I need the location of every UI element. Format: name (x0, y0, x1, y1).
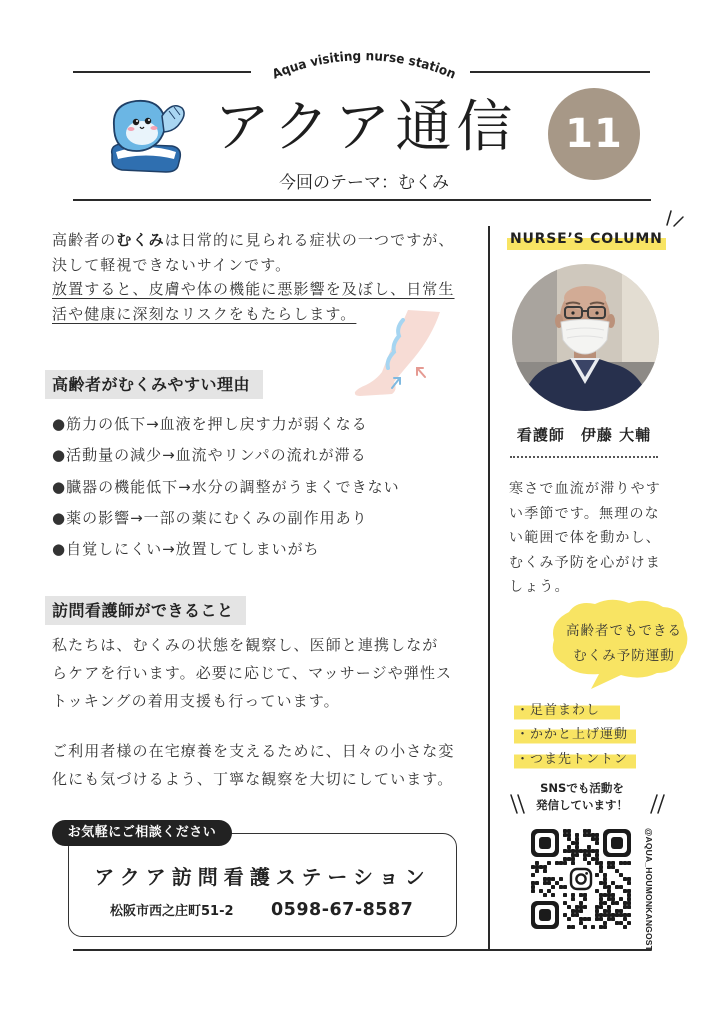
qr-module (603, 885, 607, 889)
sns-handle: @AQUA_HOUMONKANGOST (644, 828, 654, 952)
qr-module (591, 925, 595, 929)
qr-module (619, 909, 623, 913)
qr-module (595, 913, 599, 917)
qr-module (603, 925, 607, 929)
qr-module (615, 869, 619, 873)
qr-module (543, 877, 547, 881)
list-item: ●臓器の機能低下→水分の調整がうまくできない (52, 477, 400, 496)
qr-module (627, 889, 631, 893)
qr-module (599, 897, 603, 901)
qr-module (583, 857, 587, 861)
nurse-photo (512, 264, 659, 411)
qr-module (595, 849, 599, 853)
qr-module (599, 865, 603, 869)
column-line: しょう。 (509, 579, 570, 595)
station-phone: 0598-67-8587 (271, 900, 414, 920)
qr-module (627, 861, 631, 865)
qr-module (599, 861, 603, 865)
exercise-item: ・かかと上げ運動 (514, 725, 636, 745)
slash-marks-icon (648, 792, 668, 816)
qr-module (623, 901, 627, 905)
qr-module (563, 857, 567, 861)
exercise-item: ・つま先トントン (514, 750, 636, 770)
column-author: 看護師 伊藤 大輔 (516, 426, 652, 444)
qr-module (611, 893, 615, 897)
qr-module (547, 889, 551, 893)
qr-module (571, 857, 575, 861)
qr-module (583, 849, 587, 853)
qr-module (539, 889, 543, 893)
qr-module (531, 881, 535, 885)
swollen-leg-illustration (352, 306, 444, 402)
qr-module (619, 921, 623, 925)
qr-module (579, 909, 583, 913)
qr-module (603, 881, 607, 885)
qr-module (615, 913, 619, 917)
qr-module (571, 849, 575, 853)
qr-module (535, 861, 539, 865)
intro-line-1 (52, 228, 455, 253)
qr-module (599, 917, 603, 921)
qr-module (543, 869, 547, 873)
qr-module (607, 889, 611, 893)
qr-module (611, 861, 615, 865)
emphasis-marks-icon (662, 205, 688, 229)
qr-module (595, 853, 599, 857)
qr-module (615, 885, 619, 889)
qr-module (595, 861, 599, 865)
column-line: むくみ予防を心がけま (509, 554, 661, 571)
qr-module (567, 829, 571, 833)
station-address: 松阪市西之庄町51-2 (110, 904, 234, 919)
qr-module (583, 925, 587, 929)
qr-module (539, 865, 543, 869)
qr-module (623, 877, 627, 881)
qr-module (551, 893, 555, 897)
intro-line-2: 決して軽視できないサインです。 (52, 255, 292, 274)
qr-module (615, 901, 619, 905)
qr-module (611, 897, 615, 901)
qr-module (627, 877, 631, 881)
tagline-text (270, 49, 457, 82)
qr-module (611, 901, 615, 905)
qr-module (591, 857, 595, 861)
qr-module (599, 905, 603, 909)
qr-module (551, 877, 555, 881)
qr-module (563, 901, 567, 905)
qr-module (567, 833, 571, 837)
qr-module (555, 861, 559, 865)
qr-module (587, 833, 591, 837)
exercise-item: ・足首まわし (514, 701, 620, 721)
tagline-arc (250, 0, 474, 100)
qr-module (543, 881, 547, 885)
qr-module (567, 917, 571, 921)
issue-number-badge: 11 (548, 88, 640, 180)
list-item: ●薬の影響→一部の薬にむくみの副作用あり (52, 508, 368, 527)
qr-module (607, 909, 611, 913)
qr-module (559, 885, 563, 889)
qr-module (595, 905, 599, 909)
mascot-body (114, 101, 165, 151)
qr-module (575, 833, 579, 837)
qr-module (575, 909, 579, 913)
qr-module (603, 873, 607, 877)
dotted-divider (510, 456, 658, 458)
qr-module (579, 893, 583, 897)
qr-module (531, 865, 535, 869)
qr-module (623, 913, 627, 917)
qr-module (563, 849, 567, 853)
header-rule-right (470, 71, 650, 73)
qr-module (595, 889, 599, 893)
qr-module (575, 905, 579, 909)
qr-module (599, 925, 603, 929)
reasons-list (52, 409, 400, 565)
paragraph-line: らケアを行います。必要に応じて、マッサージや弾性ス (52, 664, 453, 682)
intro-line-1-end: は日常的に見られる症状の一つですが、 (164, 231, 455, 249)
qr-module (531, 889, 535, 893)
station-name: アクア訪問看護ステーション (94, 865, 431, 889)
column-line: い季節です。無理のな (509, 505, 660, 522)
qr-module (595, 833, 599, 837)
qr-module (607, 885, 611, 889)
exercise-bubble-text (552, 619, 696, 669)
qr-module (623, 917, 627, 921)
qr-module (603, 921, 607, 925)
qr-module (531, 873, 535, 877)
sns-line: 発信しています！ (536, 798, 628, 812)
qr-module (607, 893, 611, 897)
qr-module (603, 893, 607, 897)
qr-module (587, 917, 591, 921)
qr-module (603, 901, 607, 905)
qr-module (571, 925, 575, 929)
qr-module (595, 857, 599, 861)
paragraph-line: 化にも気づけるよう、丁寧な観察を大切にしています。 (52, 770, 454, 788)
qr-module (547, 861, 551, 865)
issue-theme: 今回のテーマ：むくみ (279, 173, 449, 193)
intro-underlined-line-1: 放置すると、皮膚や体の機能に悪影響を及ぼし、日常生 (52, 280, 455, 299)
qr-module (563, 893, 567, 897)
qr-module (595, 909, 599, 913)
qr-module (567, 905, 571, 909)
paragraph-line: ご利用者様の在宅療養を支えるために、日々の小さな変 (52, 742, 455, 760)
qr-module (599, 901, 603, 905)
qr-module (571, 853, 575, 857)
qr-module (599, 881, 603, 885)
footer-rule (73, 949, 651, 951)
qr-module (543, 893, 547, 897)
qr-module (579, 921, 583, 925)
qr-module (611, 865, 615, 869)
qr-module (575, 837, 579, 841)
instagram-icon (567, 865, 595, 893)
qr-module (599, 893, 603, 897)
qr-module (575, 841, 579, 845)
mascot-icon (106, 96, 188, 174)
qr-module (611, 917, 615, 921)
qr-module (579, 901, 583, 905)
qr-module (535, 881, 539, 885)
arrow-up-left-icon (417, 368, 425, 377)
list-item: ●活動量の減少→血流やリンパの流れが滞る (52, 446, 367, 465)
keyword-mukumi: むくみ (116, 231, 165, 249)
qr-module (587, 849, 591, 853)
qr-module (535, 865, 539, 869)
qr-module (623, 925, 627, 929)
qr-module (627, 901, 631, 905)
qr-module (543, 865, 547, 869)
sns-line: SNSでも活動を (540, 781, 624, 795)
qr-module (559, 861, 563, 865)
qr-module (567, 845, 571, 849)
qr-module (547, 877, 551, 881)
qr-module (579, 917, 583, 921)
qr-module (615, 909, 619, 913)
qr-module (623, 861, 627, 865)
nurse-portrait (512, 264, 659, 411)
newsletter-title: アクア通信 (214, 95, 518, 160)
qr-module (583, 893, 587, 897)
qr-module (567, 837, 571, 841)
nurse-role-heading: 訪問看護師ができること (45, 596, 246, 625)
qr-module (607, 905, 611, 909)
column-divider (488, 226, 490, 950)
qr-module (627, 905, 631, 909)
qr-module (627, 897, 631, 901)
qr-module (591, 837, 595, 841)
qr-module (531, 885, 535, 889)
qr-module (575, 845, 579, 849)
qr-module (607, 917, 611, 921)
qr-module (575, 853, 579, 857)
bubble-line: むくみ予防運動 (573, 648, 675, 664)
qr-module (583, 917, 587, 921)
qr-module (547, 881, 551, 885)
qr-module (579, 905, 583, 909)
qr-module (575, 849, 579, 853)
qr-module (591, 833, 595, 837)
qr-module (563, 833, 567, 837)
nurse-role-paragraph-2 (52, 737, 455, 793)
header-rule-bottom (73, 199, 651, 201)
qr-module (595, 841, 599, 845)
qr-module (619, 913, 623, 917)
qr-module (583, 853, 587, 857)
qr-module (627, 881, 631, 885)
leg-shape (355, 310, 440, 396)
qr-module (623, 889, 627, 893)
nurse-column-heading: NURSE’S COLUMN (507, 228, 666, 250)
qr-module (583, 829, 587, 833)
qr-module (579, 849, 583, 853)
column-line: 寒さで血流が滞りやす (509, 481, 661, 497)
qr-module (603, 913, 607, 917)
qr-module (627, 921, 631, 925)
qr-module (587, 853, 591, 857)
qr-module (619, 897, 623, 901)
backslash-marks-icon (508, 792, 528, 816)
qr-module (619, 885, 623, 889)
qr-module (583, 897, 587, 901)
nurse-role-paragraph-1 (52, 631, 452, 715)
bubble-line: 高齢者でもできる (566, 623, 682, 639)
qr-module (619, 873, 623, 877)
list-item: ●自覚しにくい→放置してしまいがち (52, 540, 320, 559)
qr-module (587, 829, 591, 833)
qr-module (627, 913, 631, 917)
qr-module (611, 881, 615, 885)
list-item: ●筋力の低下→血液を押し戻す力が弱くなる (52, 415, 368, 433)
mascot-waving-fin (162, 106, 184, 132)
sns-message (527, 780, 637, 814)
qr-module (571, 841, 575, 845)
qr-module (607, 897, 611, 901)
qr-module (611, 913, 615, 917)
qr-module (615, 921, 619, 925)
qr-module (603, 877, 607, 881)
qr-module (627, 893, 631, 897)
qr-module (583, 833, 587, 837)
qr-module (567, 849, 571, 853)
qr-module (571, 909, 575, 913)
qr-module (623, 905, 627, 909)
contact-label: お気軽にご相談ください (52, 820, 232, 846)
qr-module (567, 857, 571, 861)
qr-module (567, 925, 571, 929)
qr-module (607, 913, 611, 917)
qr-module (591, 849, 595, 853)
qr-module (559, 877, 563, 881)
qr-module (595, 917, 599, 921)
qr-module (595, 873, 599, 877)
qr-module (571, 897, 575, 901)
qr-module (535, 869, 539, 873)
qr-module (583, 905, 587, 909)
qr-module (551, 885, 555, 889)
qr-module (607, 861, 611, 865)
qr-module (571, 893, 575, 897)
qr-module (575, 913, 579, 917)
qr-module (563, 829, 567, 833)
qr-module (571, 913, 575, 917)
paragraph-line: トッキングの着用支援も行っています。 (52, 692, 340, 710)
intro-underlined-line-2: 活や健康に深刻なリスクをもたらします。 (52, 304, 357, 323)
qr-module (619, 861, 623, 865)
qr-module (603, 909, 607, 913)
column-text (509, 477, 661, 600)
column-line: い範囲で体を動かし、 (509, 530, 661, 546)
qr-module (563, 913, 567, 917)
tagline: Aqua visiting nurse station (270, 49, 459, 83)
qr-module (555, 881, 559, 885)
header-rule-left (73, 71, 251, 73)
paragraph-line: 私たちは、むくみの状態を観察し、医師と連携しなが (52, 636, 439, 654)
qr-module (599, 869, 603, 873)
qr-module (599, 913, 603, 917)
reasons-heading: 高齢者がむくみやすい理由 (45, 370, 263, 399)
qr-module (607, 865, 611, 869)
qr-module (587, 845, 591, 849)
intro-line-1-start: 高齢者の (52, 231, 117, 249)
qr-module (595, 837, 599, 841)
